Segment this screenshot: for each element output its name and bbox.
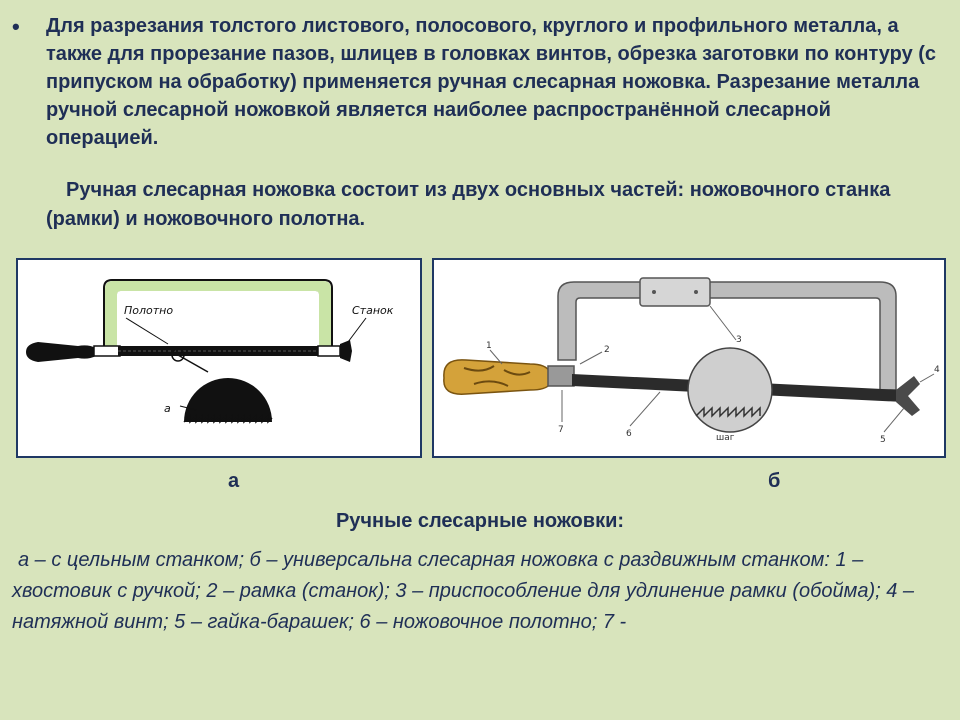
caption-legend: а – с цельным станком; б – универсальна слесарная ножовка с раздвижным станком: 1 – хвостовик с ручкой; 2 – рамка (станок); 3 – приспособление для удлинение рамки (обойма); 4 – натяжной винт; 5 – гайка-барашек; 6 – ножовочное полотно; 7 - bbox=[12, 549, 915, 633]
label-a-inside: а bbox=[164, 402, 171, 415]
hacksaw-b-drawing bbox=[434, 260, 944, 456]
callout-4: 4 bbox=[934, 365, 940, 375]
callout-6: 6 bbox=[626, 429, 632, 439]
intro-paragraph-1: Для разрезания толстого листового, полосового, круглого и профильного металла, а также для прорезание пазов, шлицев в головках винтов, обрезка заготовки по контуру (с припуском на обработку) применяется ручная слесарная ножовка. Разрезание металла ручной слесарной ножовкой является наиболее распространённой слесарной операцией. bbox=[46, 15, 937, 149]
caption-title: Ручные слесарные ножовки: bbox=[335, 510, 625, 532]
handle-b bbox=[444, 360, 550, 394]
callout-7: 7 bbox=[558, 425, 564, 435]
figure-a-hacksaw-solid-frame bbox=[16, 258, 422, 458]
teeth-magnifier bbox=[688, 348, 772, 432]
callout-3: 3 bbox=[736, 335, 742, 345]
handle-a bbox=[26, 342, 96, 362]
wing-nut bbox=[896, 376, 920, 416]
frame-a-inner bbox=[116, 290, 320, 348]
callout-5: 5 bbox=[880, 435, 886, 445]
label-blade: Полотно bbox=[124, 304, 174, 317]
figure-a-label: а bbox=[228, 470, 240, 492]
label-pitch: шаг bbox=[716, 433, 735, 443]
frame-sleeve bbox=[640, 278, 710, 306]
figure-b-label: б bbox=[768, 470, 781, 492]
callout-1: 1 bbox=[486, 341, 492, 351]
teeth-detail-a bbox=[184, 378, 272, 422]
callout-2: 2 bbox=[604, 345, 610, 355]
intro-paragraph-2: Ручная слесарная ножовка состоит из двух основных частей: ножовочного станка (рамки) и ножовочного полотна. bbox=[46, 179, 891, 230]
label-frame: Станок bbox=[352, 304, 394, 317]
figure-b-hacksaw-adjustable-frame bbox=[432, 258, 946, 458]
hacksaw-a-drawing bbox=[18, 260, 420, 456]
bullet-icon: • bbox=[12, 14, 20, 39]
